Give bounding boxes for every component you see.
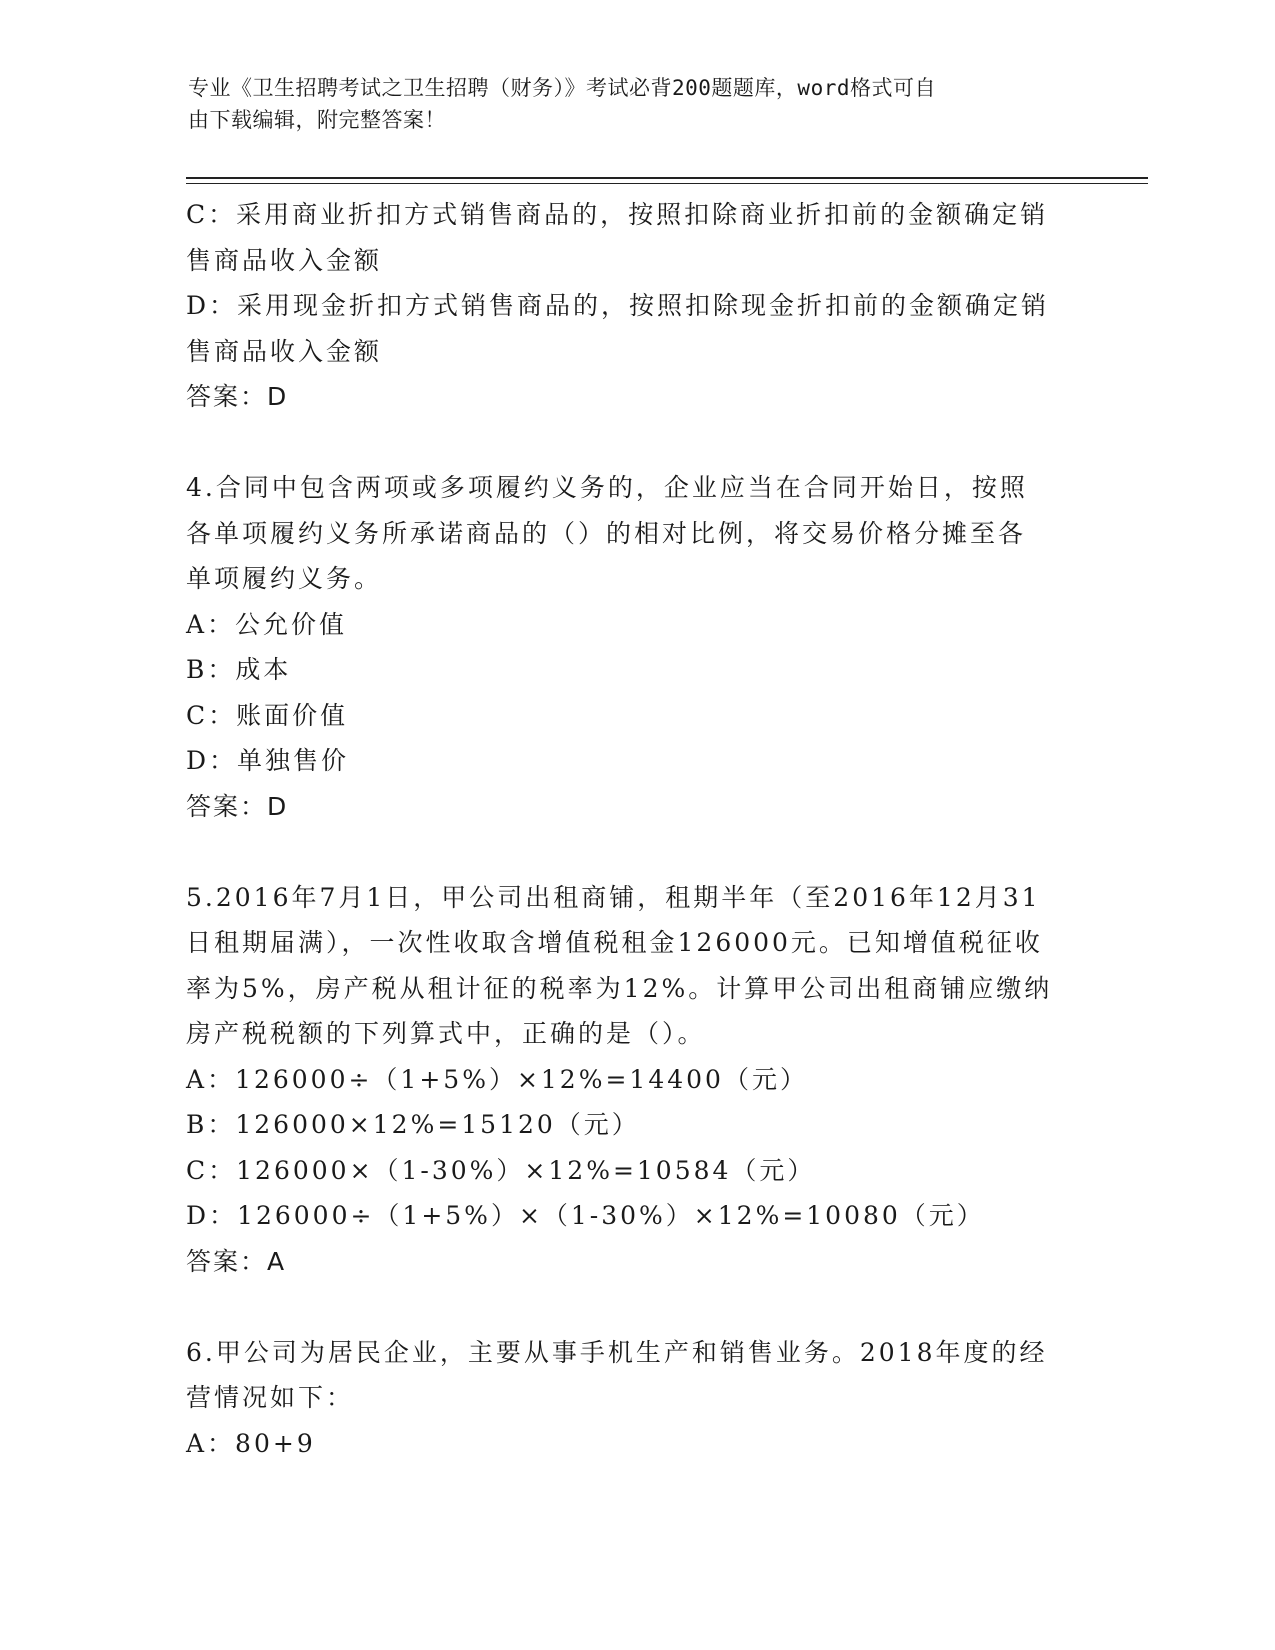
header-title-line-1: 专业《卫生招聘考试之卫生招聘（财务）》考试必背200题题库，word格式可自 [188,76,936,100]
question-6 [186,1330,1076,1467]
question-stem-line-1: 4.合同中包含两项或多项履约义务的，企业应当在合同开始日，按照 [186,473,1028,502]
option-d: D：126000÷（1+5%）×（1-30%）×12%=10080（元） [186,1201,985,1230]
question-content [186,192,1076,1466]
question-3 [186,192,1076,420]
option-b: B：126000×12%=15120（元） [186,1110,640,1139]
option-d-line-1: D：采用现金折扣方式销售商品的，按照扣除现金折扣前的金额确定销 [186,291,1050,320]
option-c-line-1: C：采用商业折扣方式销售商品的，按照扣除商业折扣前的金额确定销 [186,200,1049,229]
spacer [186,1284,1076,1330]
option-d: D：单独售价 [186,746,350,775]
question-5 [186,875,1076,1285]
question-stem-line-2: 日租期届满），一次性收取含增值税租金126000元。已知增值税征收 [186,928,1043,957]
question-stem-line-3: 单项履约义务。 [186,564,383,593]
spacer [186,420,1076,466]
question-stem-line-4: 房产税税额的下列算式中，正确的是（）。 [186,1019,706,1048]
answer-label: 答案：A [186,1246,287,1276]
answer-label: 答案：D [186,382,289,411]
question-stem-line-2: 营情况如下： [186,1383,355,1412]
option-c: C：126000×（1-30%）×12%=10584（元） [186,1155,816,1185]
answer-label: 答案：D [186,791,289,821]
header-title-line-2: 由下载编辑，附完整答案！ [188,108,446,132]
question-stem-line-2: 各单项履约义务所承诺商品的（）的相对比例，将交易价格分摊至各 [186,518,1027,548]
option-b: B：成本 [186,655,292,684]
option-a: A：公允价值 [186,609,348,639]
spacer [186,829,1076,875]
option-c-line-2: 售商品收入金额 [186,245,383,275]
option-d-line-2: 售商品收入金额 [186,336,383,366]
question-4 [186,465,1076,829]
option-c: C：账面价值 [186,700,349,730]
question-stem-line-3: 率为5%，房产税从租计征的税率为12%。计算甲公司出租商铺应缴纳 [186,973,1053,1003]
document-header [188,72,1088,136]
header-divider-thin [186,183,1148,184]
option-a: A：80+9 [186,1428,316,1458]
option-a: A：126000÷（1+5%）×12%=14400（元） [186,1064,808,1094]
header-divider-thick [186,177,1148,179]
question-stem-line-1: 5.2016年7月1日，甲公司出租商铺，租期半年（至2016年12月31 [186,882,1041,912]
question-stem-line-1: 6.甲公司为居民企业，主要从事手机生产和销售业务。2018年度的经 [186,1337,1048,1367]
